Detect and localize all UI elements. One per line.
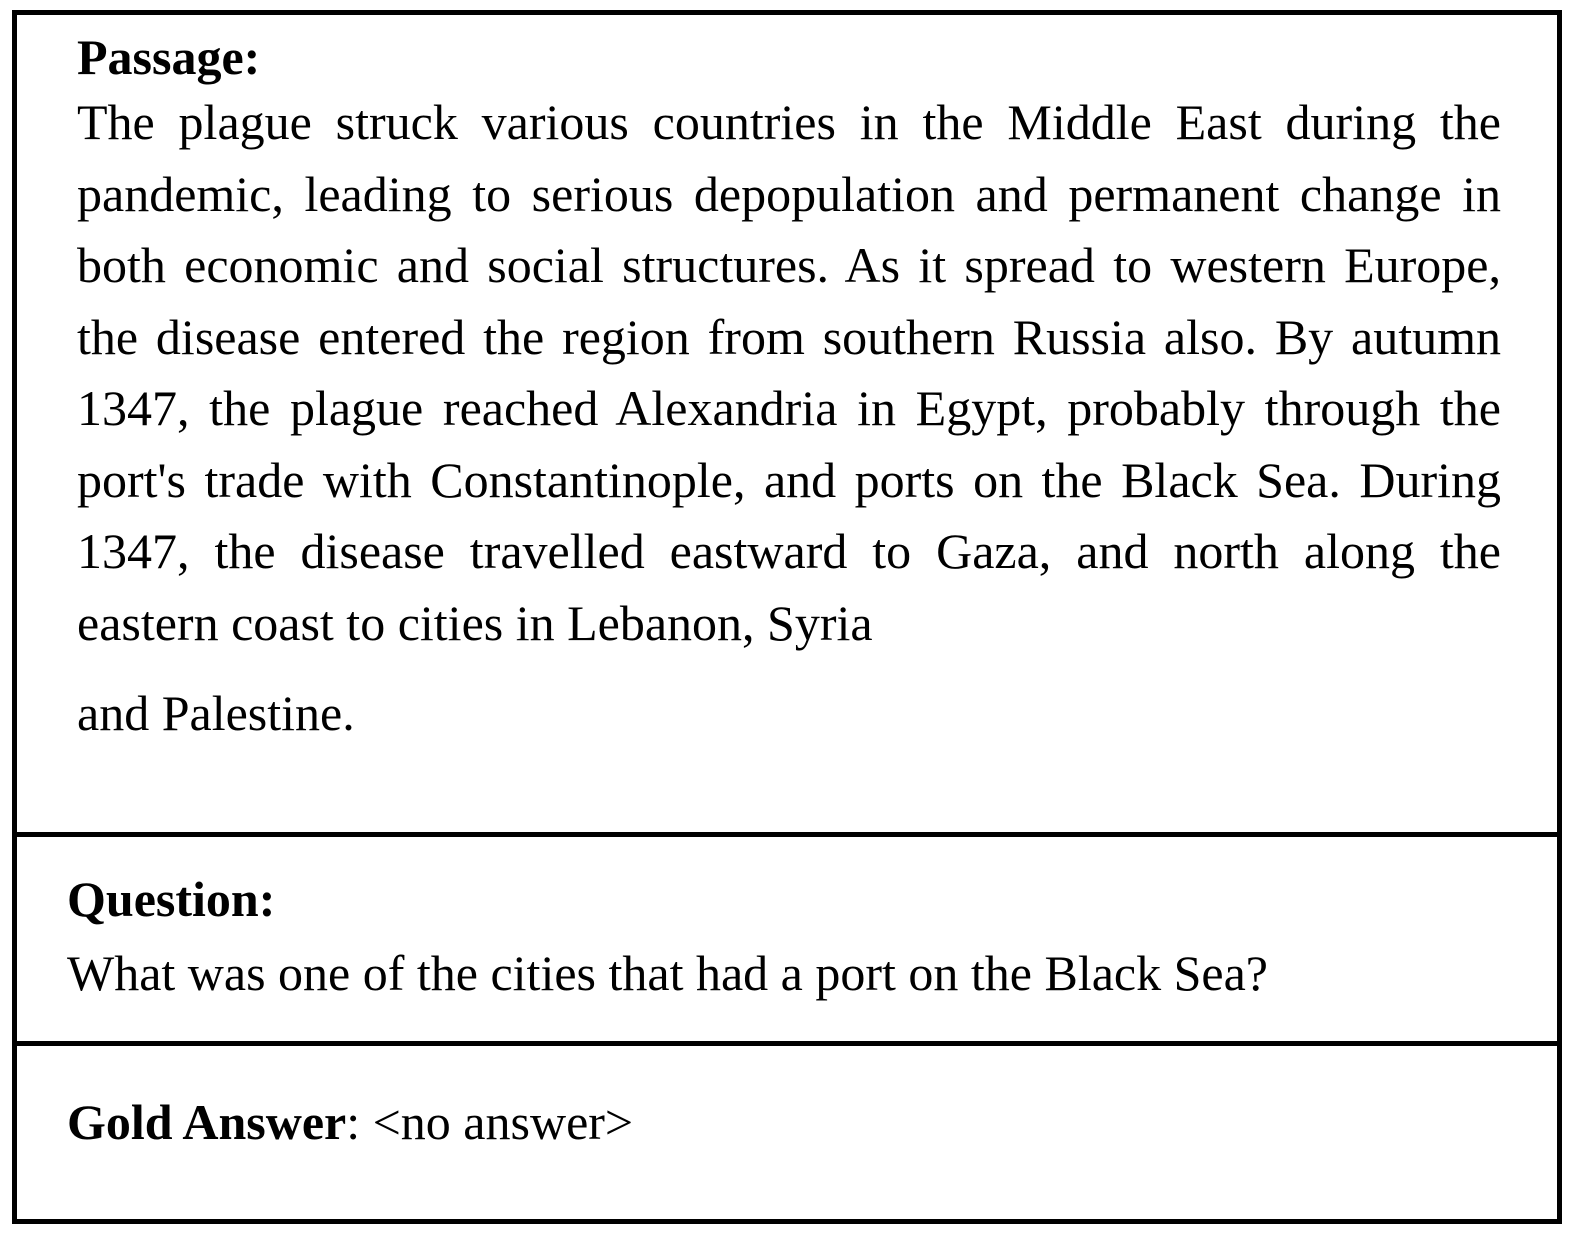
passage-last-line: and Palestine. <box>77 685 355 741</box>
question-text: What was one of the cities that had a port on the Black Sea? <box>67 945 1268 1001</box>
qa-example-table <box>12 10 1562 1224</box>
question-label: Question: <box>67 871 276 927</box>
answer-line <box>67 1092 1517 1152</box>
answer-separator: : <box>346 1094 373 1150</box>
answer-label: Gold Answer <box>67 1094 347 1150</box>
answer-section <box>17 1046 1557 1226</box>
passage-label: Passage: <box>77 29 261 85</box>
answer-text: <no answer> <box>372 1094 634 1150</box>
question-section <box>17 837 1557 1041</box>
passage-text: The plague struck various countries in the Middle East during the pandemic, leading to serious depopulation and permanent change in both economic and social structures. As it spread to western Europe, the disease entered the region from southern Russia also. By autumn 1347, the plague reached Alexandria in Egypt, probably through the port's trade with Constantinople, and ports on the Black Sea. During 1347, the disease travelled eastward to Gaza, and north along the eastern coast to cities in Lebanon, Syria <box>77 94 1501 651</box>
passage-section <box>17 15 1557 837</box>
